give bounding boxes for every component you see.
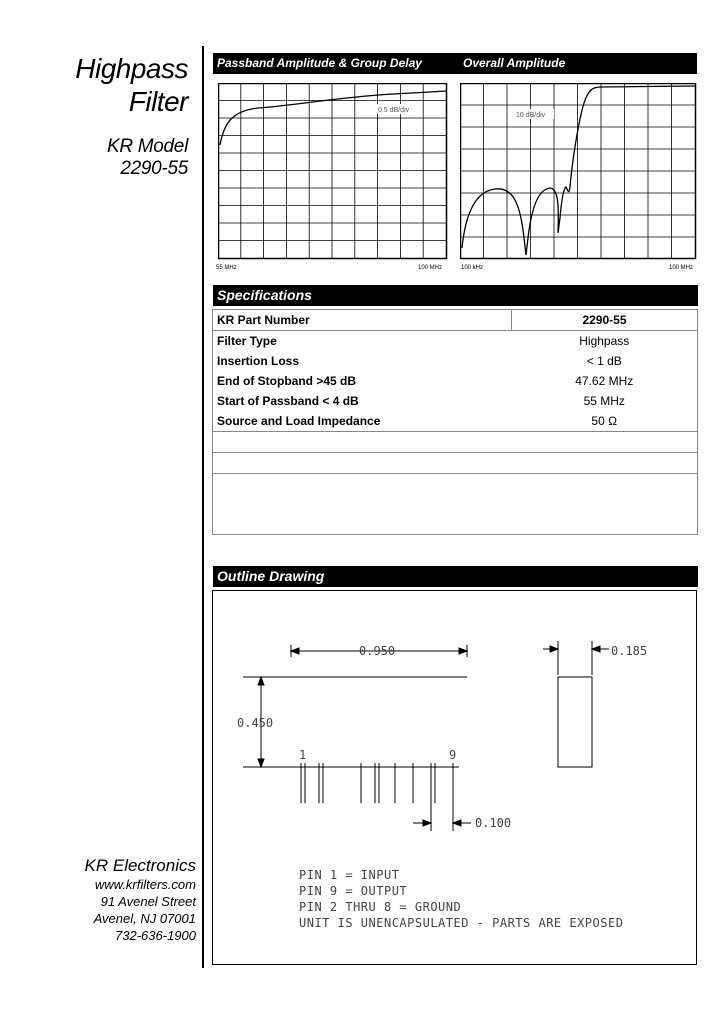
pin-label-last: 9 xyxy=(449,748,457,762)
passband-chart xyxy=(218,83,448,261)
spec-value: 47.62 MHz xyxy=(512,371,698,391)
passband-x-end: 100 MHz xyxy=(418,265,443,271)
charts-header-bar xyxy=(213,53,697,74)
overall-x-start: 100 kHz xyxy=(461,265,484,271)
spec-row xyxy=(213,391,698,411)
spec-header-row xyxy=(213,310,698,331)
phone-number: 732-636-1900 xyxy=(115,928,196,943)
spec-value: 2290-55 xyxy=(512,310,698,331)
pin-note: UNIT IS UNENCAPSULATED - PARTS ARE EXPOSED xyxy=(299,916,624,930)
spec-empty-row xyxy=(213,432,698,453)
vertical-divider xyxy=(202,46,204,968)
spec-label: Source and Load Impedance xyxy=(213,411,512,432)
spec-value: 55 MHz xyxy=(512,391,698,411)
street-address: 91 Avenel Street xyxy=(100,894,196,909)
website-link[interactable]: www.krfilters.com xyxy=(94,877,196,892)
spec-row xyxy=(213,331,698,352)
spec-value: Highpass xyxy=(512,331,698,352)
specifications-header xyxy=(213,285,698,306)
pin-note: PIN 9 = OUTPUT xyxy=(299,884,408,898)
specifications-title: Specifications xyxy=(217,287,312,303)
passband-x-start: 55 MHz xyxy=(216,265,237,271)
pin-note: PIN 2 THRU 8 = GROUND xyxy=(299,900,462,914)
spec-empty-row xyxy=(213,453,698,474)
specifications-table xyxy=(212,309,698,535)
overall-x-end: 100 MHz xyxy=(669,265,694,271)
product-title-line2: Filter xyxy=(128,86,188,117)
passband-chart-title: Passband Amplitude & Group Delay xyxy=(217,56,422,70)
passband-scale-label: 0.5 dB/div xyxy=(378,107,410,114)
model-label: KR Model xyxy=(106,136,188,157)
dimension-pitch: 0.100 xyxy=(475,816,512,830)
dimension-length: 0.950 xyxy=(359,644,396,658)
outline-title: Outline Drawing xyxy=(217,568,325,584)
outline-drawing-frame xyxy=(212,590,697,965)
outline-header xyxy=(213,566,698,587)
city-address: Avenel, NJ 07001 xyxy=(93,911,196,926)
pin-label-first: 1 xyxy=(299,748,307,762)
spec-label: Insertion Loss xyxy=(213,351,512,371)
spec-label: Filter Type xyxy=(213,331,512,352)
pin-note: PIN 1 = INPUT xyxy=(299,868,400,882)
spec-label: End of Stopband >45 dB xyxy=(213,371,512,391)
dimension-thickness: 0.185 xyxy=(611,644,648,658)
overall-scale-label: 10 dB/div xyxy=(516,112,546,119)
spec-row xyxy=(213,411,698,432)
pin-notes xyxy=(299,867,623,931)
overall-chart-title: Overall Amplitude xyxy=(463,56,566,70)
dimension-height: 0.450 xyxy=(237,716,274,730)
spec-row xyxy=(213,371,698,391)
spec-value: 50 Ω xyxy=(512,411,698,432)
contact-block xyxy=(85,856,196,944)
spec-row xyxy=(213,351,698,371)
spec-empty-row xyxy=(213,474,698,535)
company-name: KR Electronics xyxy=(84,856,196,875)
model-number: 2290-55 xyxy=(120,158,188,179)
product-title-line1: Highpass xyxy=(75,53,188,84)
spec-value: < 1 dB xyxy=(512,351,698,371)
spec-label: Start of Passband < 4 dB xyxy=(213,391,512,411)
spec-label: KR Part Number xyxy=(213,310,512,331)
overall-chart xyxy=(460,83,697,261)
